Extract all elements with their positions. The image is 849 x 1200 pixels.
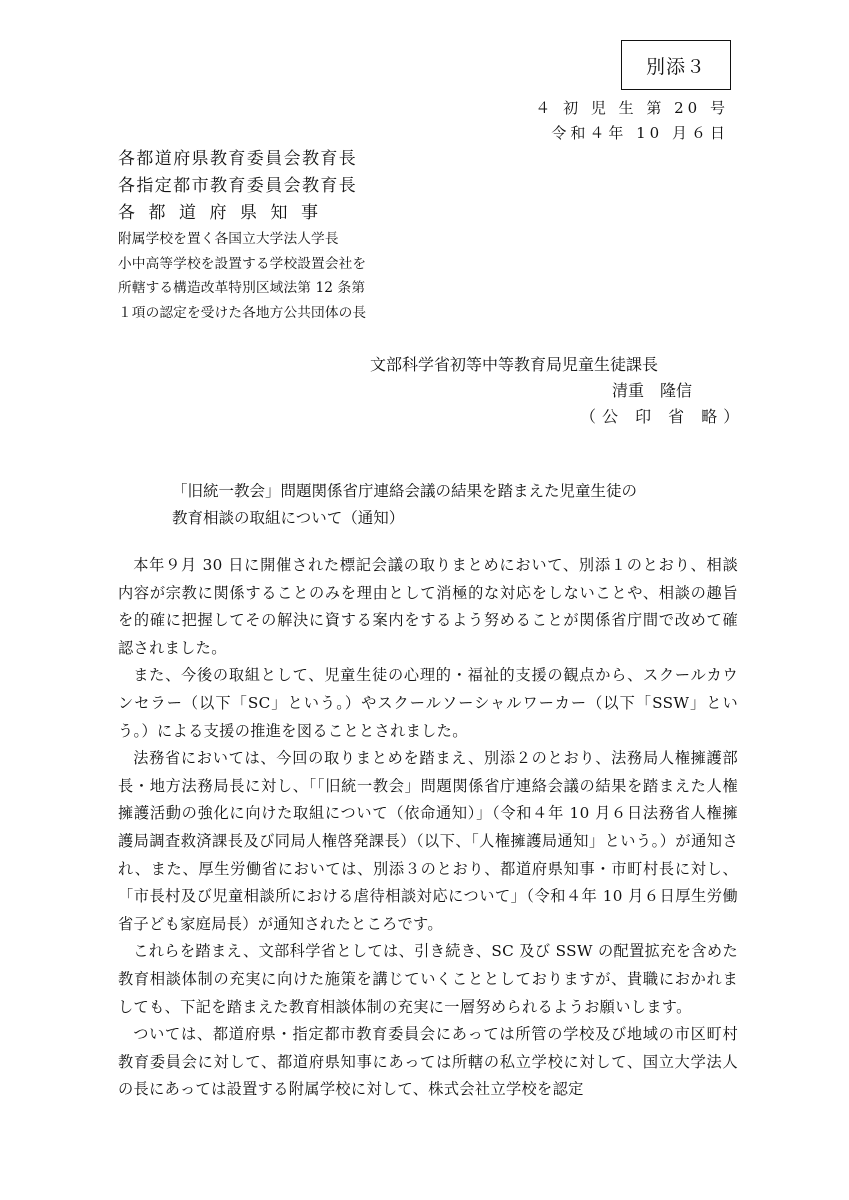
body-paragraph: ついては、都道府県・指定都市教育委員会にあっては所管の学校及び地域の市区町村教育委員会に対して、都道府県知事にあっては所轄の私立学校に対して、国立大学法人の長にあっては設置する附属学校に対して、株式会社立学校を認定 bbox=[118, 1025, 738, 1099]
attachment-label-box bbox=[621, 40, 731, 90]
addressee-line: 各都道府県教育委員会教育長 bbox=[118, 149, 358, 169]
document-number: ４ 初 児 生 第 20 号 bbox=[535, 99, 729, 117]
addressee-line: 各指定都市教育委員会教育長 bbox=[118, 176, 358, 196]
addressee-line: １項の認定を受けた各地方公共団体の長 bbox=[118, 304, 367, 321]
attachment-label: 別添３ bbox=[645, 55, 706, 78]
document-body bbox=[118, 552, 738, 1104]
addressee-line: 附属学校を置く各国立大学法人学長 bbox=[118, 231, 339, 247]
document-date: 令和４年 10 月６日 bbox=[551, 124, 729, 142]
seal-note: （公 印 省 略） bbox=[580, 407, 746, 426]
body-paragraph: 法務省においては、今回の取りまとめを踏まえ、別添２のとおり、法務局人権擁護部長・地方法務局長に対し、「「旧統一教会」問題関係省庁連絡会議の結果を踏まえた人権擁護活動の強化に向けた取組について（依命通知）」（令和４年 10 月６日法務省人権擁護局調査救済課長及び同局人権啓発課長）（以下、「人権擁護局通知」という。）が通知され、また、厚生労働省においては、別添３のとおり、都道府県知事・市町村長に対し、「市長村及び児童相談所における虐待相談対応について」（令和４年 10 月６日厚生労働省子ども家庭局長）が通知されたところです。 bbox=[118, 749, 738, 933]
sender-name: 清重 隆信 bbox=[612, 381, 693, 400]
addressee-line: 小中高等学校を設置する学校設置会社を bbox=[118, 255, 367, 272]
title-line: 教育相談の取組について（通知） bbox=[172, 509, 405, 527]
document-number-block bbox=[489, 96, 729, 146]
body-paragraph: 本年９月 30 日に開催された標記会議の取りまとめにおいて、別添１のとおり、相談内容が宗教に関係することのみを理由として消極的な対応をしないことや、相談の趣旨を的確に把握してその解決に資する案内をするよう努めることが関係省庁間で改めて確認されました。 bbox=[118, 556, 738, 657]
body-paragraph: これらを踏まえ、文部科学省としては、引き続き、SC 及び SSW の配置拡充を含めた教育相談体制の充実に向けた施策を講じていくこととしておりますが、貴職におかれましても、下記を踏まえた教育相談体制の充実に一層努められるようお願いします。 bbox=[118, 942, 738, 1016]
addressee-line: 所轄する構造改革特別区域法第 12 条第 bbox=[118, 280, 366, 296]
body-paragraph: また、今後の取組として、児童生徒の心理的・福祉的支援の観点から、スクールカウンセラー（以下「SC」という。）やスクールソーシャルワーカー（以下「SSW」という。）による支援の推進を図ることとされました。 bbox=[118, 666, 738, 740]
sender-block bbox=[370, 352, 746, 430]
addressee-block bbox=[118, 146, 378, 325]
document-title bbox=[172, 478, 692, 532]
title-line: 「旧統一教会」問題関係省庁連絡会議の結果を踏まえた児童生徒の bbox=[172, 482, 638, 500]
sender-organization: 文部科学省初等中等教育局児童生徒課長 bbox=[370, 355, 659, 374]
addressee-line: 各都道府県知事 bbox=[118, 203, 332, 223]
